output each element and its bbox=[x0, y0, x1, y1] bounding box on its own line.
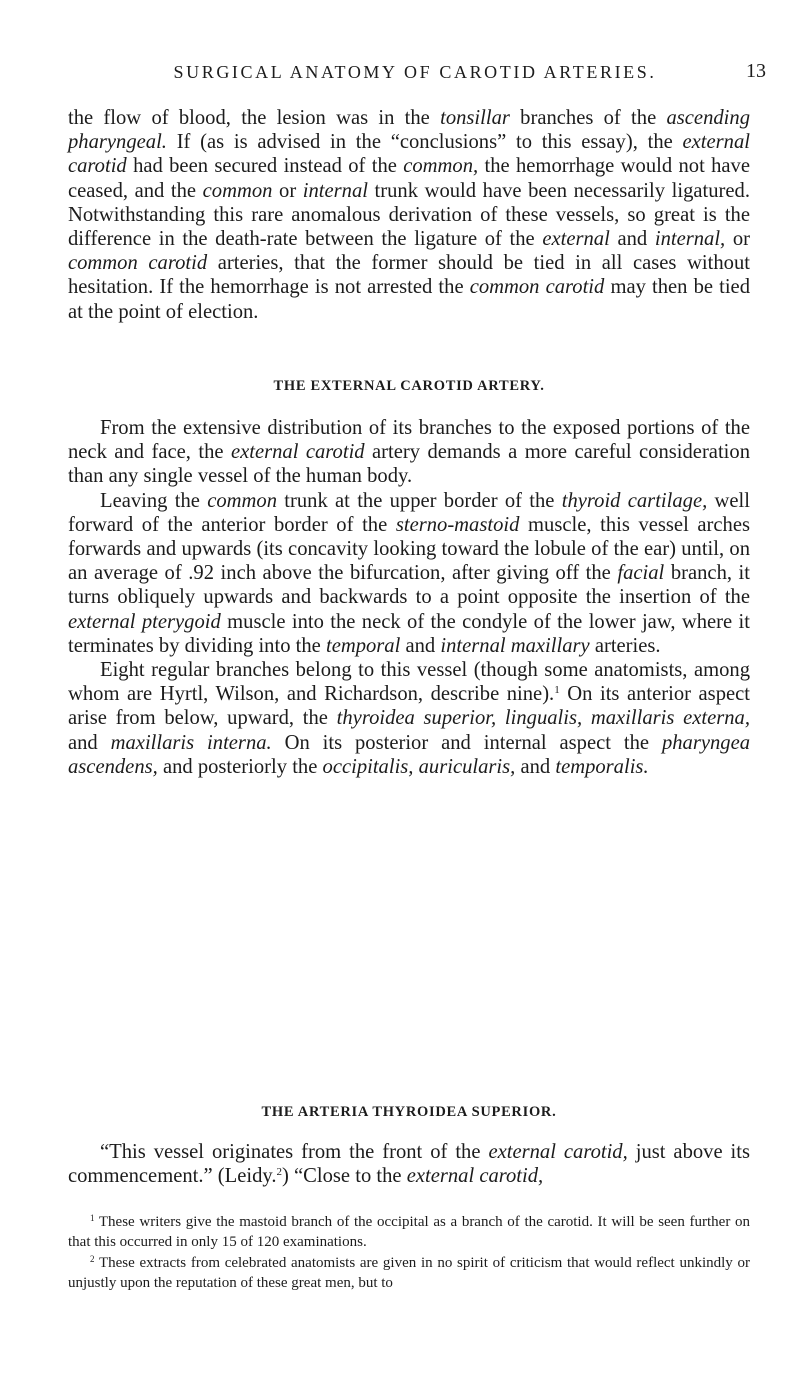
page-number: 13 bbox=[746, 60, 766, 82]
body-text bbox=[68, 416, 750, 779]
paragraph-text: the flow of blood, the lesion was in the tonsillar branches of the ascending pharyngeal. If (as is advised in the “conclusions” to this essay), the external carotid had been secured instead of the common, the hemorrhage would not have ceased, and the common or internal trunk would have been necessarily ligatured. Notwithstanding this rare anomalous derivation of these vessels, so great is the difference in the death-rate between the ligature of the external and internal, or common carotid arteries, that the former should be tied in all cases without hesitation. If the hemorrhage is not arrested the common carotid may then be tied at the point of election. bbox=[68, 107, 750, 323]
footnote-ref: 2 bbox=[276, 1166, 283, 1179]
paragraph-course: Leaving the common trunk at the upper border of the thyroid cartilage, well forward of the anterior border of the sterno-mastoid muscle, this vessel arches forwards and upwards (its concavity looking toward the lobule of the ear) until, on an average of .92 inch above the bifurcation, after giving off the facial branch, it turns obliquely upwards and backwards to a point opposite the insertion of the external pterygoid muscle into the neck of the condyle of the lower jaw, where it terminates by dividing into the temporal and internal maxillary arteries. bbox=[68, 489, 751, 657]
running-head bbox=[0, 58, 800, 88]
footnote: $^2$ These extracts from celebrated anatomists are given in no spirit of criticism that would reflect unkindly or unjustly upon the reputation of these great men, but to bbox=[68, 1253, 750, 1292]
section-heading-thyroidea-superior: THE ARTERIA THYROIDEA SUPERIOR. bbox=[261, 1104, 557, 1120]
footnotes bbox=[68, 1212, 750, 1294]
footnote: $^1$ These writers give the mastoid branch of the occipital as a branch of the carotid. It will be seen further on that this occurred in only 15 of 120 examinations. bbox=[68, 1213, 750, 1251]
footnote-ref: 1 bbox=[554, 684, 560, 697]
section-heading-external-carotid: THE EXTERNAL CAROTID ARTERY. bbox=[273, 378, 545, 394]
paragraph-continuation bbox=[68, 106, 750, 324]
running-title: SURGICAL ANATOMY OF CAROTID ARTERIES. bbox=[173, 62, 657, 82]
paragraph-distribution: From the extensive distribution of its branches to the exposed portions of the neck and face, the external carotid artery demands a more careful consideration than any single vessel of the human body. bbox=[68, 417, 750, 488]
body-text-2 bbox=[68, 1140, 750, 1188]
paragraph-branches: Eight regular branches belong to this vessel (though some anatomists, among whom are Hyrtl, Wilson, and Richardson, describe nine).$^1$ On its anterior aspect arise from below, upward, the thyroidea superior, lingualis, maxillaris externa, and maxillaris interna. On its posterior and internal aspect the pharyngea ascendens, and posteriorly the occipitalis, auricularis, and temporalis. bbox=[68, 659, 751, 778]
paragraph-origin: “This vessel originates from the front of the external carotid, just above its commencement.” (Leidy.$^2$) “Close to the external carotid, bbox=[68, 1141, 751, 1188]
